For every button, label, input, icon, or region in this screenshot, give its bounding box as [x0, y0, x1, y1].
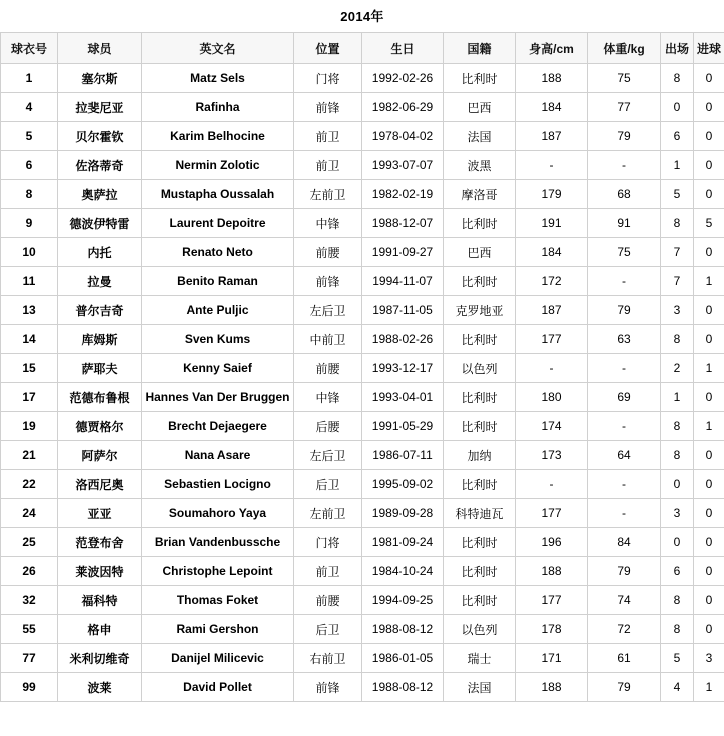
cell-english-name: Brecht Dejaegere [142, 412, 294, 441]
cell-nationality: 以色列 [444, 615, 516, 644]
cell-position: 前锋 [294, 267, 362, 296]
cell-position: 后腰 [294, 412, 362, 441]
cell-english-name: Kenny Saief [142, 354, 294, 383]
cell-position: 中锋 [294, 209, 362, 238]
cell-nationality: 法国 [444, 673, 516, 702]
table-body [1, 64, 724, 702]
cell-shirt-number: 17 [1, 383, 58, 412]
cell-height: 177 [516, 499, 588, 528]
table-row [1, 412, 724, 441]
cell-weight: 69 [588, 383, 661, 412]
column-header-goals: 进球 [694, 33, 724, 64]
cell-player: 拉斐尼亚 [58, 93, 142, 122]
cell-goals: 0 [694, 122, 724, 151]
cell-birthday: 1986-01-05 [362, 644, 444, 673]
table-row [1, 383, 724, 412]
table-row [1, 354, 724, 383]
cell-weight: 79 [588, 673, 661, 702]
cell-appearances: 3 [661, 296, 694, 325]
cell-position: 中锋 [294, 383, 362, 412]
cell-appearances: 8 [661, 412, 694, 441]
cell-position: 前锋 [294, 673, 362, 702]
cell-goals: 0 [694, 325, 724, 354]
cell-english-name: Soumahoro Yaya [142, 499, 294, 528]
cell-shirt-number: 1 [1, 64, 58, 93]
cell-height: 174 [516, 412, 588, 441]
cell-height: 177 [516, 325, 588, 354]
cell-shirt-number: 5 [1, 122, 58, 151]
cell-weight: - [588, 354, 661, 383]
table-row [1, 93, 724, 122]
cell-player: 米利切维奇 [58, 644, 142, 673]
cell-nationality: 比利时 [444, 412, 516, 441]
table-row [1, 557, 724, 586]
cell-birthday: 1994-09-25 [362, 586, 444, 615]
column-header-nationality: 国籍 [444, 33, 516, 64]
cell-goals: 0 [694, 557, 724, 586]
cell-goals: 1 [694, 412, 724, 441]
cell-player: 奥萨拉 [58, 180, 142, 209]
cell-position: 左前卫 [294, 499, 362, 528]
cell-appearances: 0 [661, 528, 694, 557]
cell-appearances: 8 [661, 615, 694, 644]
cell-weight: 79 [588, 122, 661, 151]
cell-english-name: Brian Vandenbussche [142, 528, 294, 557]
cell-weight: 84 [588, 528, 661, 557]
cell-nationality: 比利时 [444, 209, 516, 238]
cell-weight: - [588, 499, 661, 528]
cell-shirt-number: 4 [1, 93, 58, 122]
cell-english-name: Ante Puljic [142, 296, 294, 325]
cell-english-name: Thomas Foket [142, 586, 294, 615]
cell-shirt-number: 13 [1, 296, 58, 325]
cell-shirt-number: 99 [1, 673, 58, 702]
cell-birthday: 1988-12-07 [362, 209, 444, 238]
cell-shirt-number: 26 [1, 557, 58, 586]
cell-appearances: 0 [661, 470, 694, 499]
cell-height: 177 [516, 586, 588, 615]
cell-weight: 79 [588, 557, 661, 586]
cell-nationality: 比利时 [444, 325, 516, 354]
cell-english-name: Mustapha Oussalah [142, 180, 294, 209]
cell-birthday: 1988-08-12 [362, 615, 444, 644]
cell-shirt-number: 25 [1, 528, 58, 557]
cell-appearances: 3 [661, 499, 694, 528]
cell-appearances: 8 [661, 209, 694, 238]
cell-height: 171 [516, 644, 588, 673]
table-row [1, 470, 724, 499]
cell-position: 门将 [294, 64, 362, 93]
cell-position: 右前卫 [294, 644, 362, 673]
table-row [1, 180, 724, 209]
cell-english-name: David Pollet [142, 673, 294, 702]
cell-appearances: 1 [661, 383, 694, 412]
cell-height: 179 [516, 180, 588, 209]
cell-shirt-number: 9 [1, 209, 58, 238]
cell-height: 184 [516, 238, 588, 267]
cell-nationality: 比利时 [444, 470, 516, 499]
table-row [1, 122, 724, 151]
column-header-shirt-number: 球衣号 [1, 33, 58, 64]
cell-position: 前腰 [294, 586, 362, 615]
cell-player: 拉曼 [58, 267, 142, 296]
roster-table [0, 32, 724, 702]
cell-birthday: 1994-11-07 [362, 267, 444, 296]
table-row [1, 586, 724, 615]
cell-birthday: 1991-09-27 [362, 238, 444, 267]
cell-weight: - [588, 151, 661, 180]
cell-player: 德波伊特雷 [58, 209, 142, 238]
cell-weight: 75 [588, 64, 661, 93]
cell-height: 187 [516, 122, 588, 151]
cell-shirt-number: 22 [1, 470, 58, 499]
cell-nationality: 瑞士 [444, 644, 516, 673]
cell-birthday: 1995-09-02 [362, 470, 444, 499]
column-header-appearances: 出场 [661, 33, 694, 64]
cell-player: 波莱 [58, 673, 142, 702]
cell-height: 172 [516, 267, 588, 296]
table-row [1, 325, 724, 354]
cell-weight: 63 [588, 325, 661, 354]
cell-weight: 61 [588, 644, 661, 673]
cell-goals: 0 [694, 586, 724, 615]
cell-height: 187 [516, 296, 588, 325]
cell-goals: 0 [694, 151, 724, 180]
cell-shirt-number: 6 [1, 151, 58, 180]
cell-shirt-number: 24 [1, 499, 58, 528]
cell-english-name: Karim Belhocine [142, 122, 294, 151]
header-row [1, 33, 724, 64]
cell-english-name: Hannes Van Der Bruggen [142, 383, 294, 412]
cell-height: 196 [516, 528, 588, 557]
cell-shirt-number: 55 [1, 615, 58, 644]
cell-weight: 64 [588, 441, 661, 470]
cell-height: 178 [516, 615, 588, 644]
column-header-weight: 体重/kg [588, 33, 661, 64]
cell-english-name: Nana Asare [142, 441, 294, 470]
cell-goals: 0 [694, 93, 724, 122]
cell-appearances: 8 [661, 441, 694, 470]
cell-nationality: 比利时 [444, 383, 516, 412]
cell-birthday: 1982-02-19 [362, 180, 444, 209]
table-row [1, 615, 724, 644]
table-row [1, 644, 724, 673]
cell-nationality: 比利时 [444, 528, 516, 557]
cell-position: 前卫 [294, 151, 362, 180]
cell-english-name: Christophe Lepoint [142, 557, 294, 586]
table-row [1, 64, 724, 93]
cell-player: 福科特 [58, 586, 142, 615]
cell-player: 德贾格尔 [58, 412, 142, 441]
cell-player: 贝尔霍钦 [58, 122, 142, 151]
cell-position: 前卫 [294, 557, 362, 586]
cell-english-name: Laurent Depoitre [142, 209, 294, 238]
column-header-player: 球员 [58, 33, 142, 64]
column-header-position: 位置 [294, 33, 362, 64]
table-row [1, 499, 724, 528]
cell-height: - [516, 470, 588, 499]
cell-shirt-number: 8 [1, 180, 58, 209]
cell-birthday: 1993-12-17 [362, 354, 444, 383]
cell-player: 阿萨尔 [58, 441, 142, 470]
cell-player: 莱波因特 [58, 557, 142, 586]
cell-english-name: Matz Sels [142, 64, 294, 93]
cell-appearances: 7 [661, 267, 694, 296]
cell-birthday: 1988-08-12 [362, 673, 444, 702]
cell-birthday: 1982-06-29 [362, 93, 444, 122]
cell-position: 门将 [294, 528, 362, 557]
cell-height: 188 [516, 64, 588, 93]
cell-appearances: 1 [661, 151, 694, 180]
cell-player: 佐洛蒂奇 [58, 151, 142, 180]
cell-shirt-number: 11 [1, 267, 58, 296]
cell-birthday: 1993-07-07 [362, 151, 444, 180]
cell-goals: 0 [694, 615, 724, 644]
cell-appearances: 6 [661, 557, 694, 586]
cell-birthday: 1986-07-11 [362, 441, 444, 470]
cell-position: 前腰 [294, 238, 362, 267]
column-header-english-name: 英文名 [142, 33, 294, 64]
cell-nationality: 以色列 [444, 354, 516, 383]
cell-goals: 0 [694, 441, 724, 470]
cell-height: - [516, 354, 588, 383]
cell-nationality: 比利时 [444, 586, 516, 615]
cell-goals: 1 [694, 354, 724, 383]
cell-weight: 72 [588, 615, 661, 644]
cell-shirt-number: 10 [1, 238, 58, 267]
cell-goals: 5 [694, 209, 724, 238]
table-row [1, 238, 724, 267]
cell-player: 亚亚 [58, 499, 142, 528]
cell-birthday: 1978-04-02 [362, 122, 444, 151]
footer-spacer [0, 702, 724, 736]
cell-appearances: 0 [661, 93, 694, 122]
cell-position: 后卫 [294, 470, 362, 499]
cell-player: 萨耶夫 [58, 354, 142, 383]
cell-weight: 74 [588, 586, 661, 615]
cell-weight: 77 [588, 93, 661, 122]
cell-player: 范德布鲁根 [58, 383, 142, 412]
cell-shirt-number: 32 [1, 586, 58, 615]
cell-weight: 91 [588, 209, 661, 238]
cell-goals: 0 [694, 499, 724, 528]
cell-birthday: 1992-02-26 [362, 64, 444, 93]
cell-weight: - [588, 267, 661, 296]
cell-height: 184 [516, 93, 588, 122]
cell-height: - [516, 151, 588, 180]
cell-position: 左后卫 [294, 296, 362, 325]
cell-nationality: 比利时 [444, 267, 516, 296]
cell-birthday: 1991-05-29 [362, 412, 444, 441]
cell-nationality: 波黑 [444, 151, 516, 180]
page-title: 2014年 [0, 0, 724, 32]
cell-player: 范登布舍 [58, 528, 142, 557]
cell-appearances: 2 [661, 354, 694, 383]
cell-shirt-number: 77 [1, 644, 58, 673]
cell-english-name: Rami Gershon [142, 615, 294, 644]
cell-nationality: 法国 [444, 122, 516, 151]
cell-goals: 0 [694, 383, 724, 412]
cell-birthday: 1988-02-26 [362, 325, 444, 354]
cell-goals: 3 [694, 644, 724, 673]
cell-goals: 0 [694, 64, 724, 93]
cell-shirt-number: 14 [1, 325, 58, 354]
table-row [1, 296, 724, 325]
cell-english-name: Rafinha [142, 93, 294, 122]
cell-appearances: 7 [661, 238, 694, 267]
cell-player: 洛西尼奥 [58, 470, 142, 499]
cell-appearances: 8 [661, 325, 694, 354]
table-row [1, 209, 724, 238]
column-header-birthday: 生日 [362, 33, 444, 64]
cell-appearances: 8 [661, 586, 694, 615]
cell-appearances: 4 [661, 673, 694, 702]
cell-player: 塞尔斯 [58, 64, 142, 93]
cell-weight: - [588, 470, 661, 499]
cell-height: 180 [516, 383, 588, 412]
cell-position: 中前卫 [294, 325, 362, 354]
cell-birthday: 1993-04-01 [362, 383, 444, 412]
cell-appearances: 5 [661, 644, 694, 673]
cell-nationality: 巴西 [444, 238, 516, 267]
cell-height: 188 [516, 557, 588, 586]
cell-nationality: 科特迪瓦 [444, 499, 516, 528]
column-header-height: 身高/cm [516, 33, 588, 64]
cell-shirt-number: 21 [1, 441, 58, 470]
cell-goals: 0 [694, 238, 724, 267]
cell-nationality: 比利时 [444, 64, 516, 93]
cell-player: 库姆斯 [58, 325, 142, 354]
cell-birthday: 1989-09-28 [362, 499, 444, 528]
cell-english-name: Sebastien Locigno [142, 470, 294, 499]
cell-nationality: 比利时 [444, 557, 516, 586]
cell-nationality: 摩洛哥 [444, 180, 516, 209]
cell-appearances: 8 [661, 64, 694, 93]
cell-nationality: 巴西 [444, 93, 516, 122]
cell-english-name: Benito Raman [142, 267, 294, 296]
cell-goals: 0 [694, 470, 724, 499]
cell-goals: 0 [694, 528, 724, 557]
cell-position: 后卫 [294, 615, 362, 644]
cell-english-name: Renato Neto [142, 238, 294, 267]
cell-english-name: Sven Kums [142, 325, 294, 354]
cell-goals: 1 [694, 267, 724, 296]
cell-appearances: 5 [661, 180, 694, 209]
cell-player: 内托 [58, 238, 142, 267]
cell-nationality: 加纳 [444, 441, 516, 470]
cell-player: 普尔吉奇 [58, 296, 142, 325]
cell-position: 前腰 [294, 354, 362, 383]
cell-height: 191 [516, 209, 588, 238]
table-row [1, 528, 724, 557]
cell-position: 前锋 [294, 93, 362, 122]
cell-weight: 79 [588, 296, 661, 325]
cell-position: 前卫 [294, 122, 362, 151]
cell-shirt-number: 19 [1, 412, 58, 441]
cell-weight: 75 [588, 238, 661, 267]
cell-player: 格申 [58, 615, 142, 644]
cell-weight: - [588, 412, 661, 441]
cell-appearances: 6 [661, 122, 694, 151]
cell-weight: 68 [588, 180, 661, 209]
cell-position: 左前卫 [294, 180, 362, 209]
cell-birthday: 1987-11-05 [362, 296, 444, 325]
cell-english-name: Danijel Milicevic [142, 644, 294, 673]
table-row [1, 267, 724, 296]
cell-birthday: 1984-10-24 [362, 557, 444, 586]
cell-height: 188 [516, 673, 588, 702]
cell-height: 173 [516, 441, 588, 470]
cell-goals: 0 [694, 180, 724, 209]
table-row [1, 441, 724, 470]
table-row [1, 673, 724, 702]
cell-shirt-number: 15 [1, 354, 58, 383]
table-row [1, 151, 724, 180]
cell-nationality: 克罗地亚 [444, 296, 516, 325]
cell-position: 左后卫 [294, 441, 362, 470]
cell-english-name: Nermin Zolotic [142, 151, 294, 180]
cell-birthday: 1981-09-24 [362, 528, 444, 557]
table-header [1, 33, 724, 64]
cell-goals: 1 [694, 673, 724, 702]
cell-goals: 0 [694, 296, 724, 325]
